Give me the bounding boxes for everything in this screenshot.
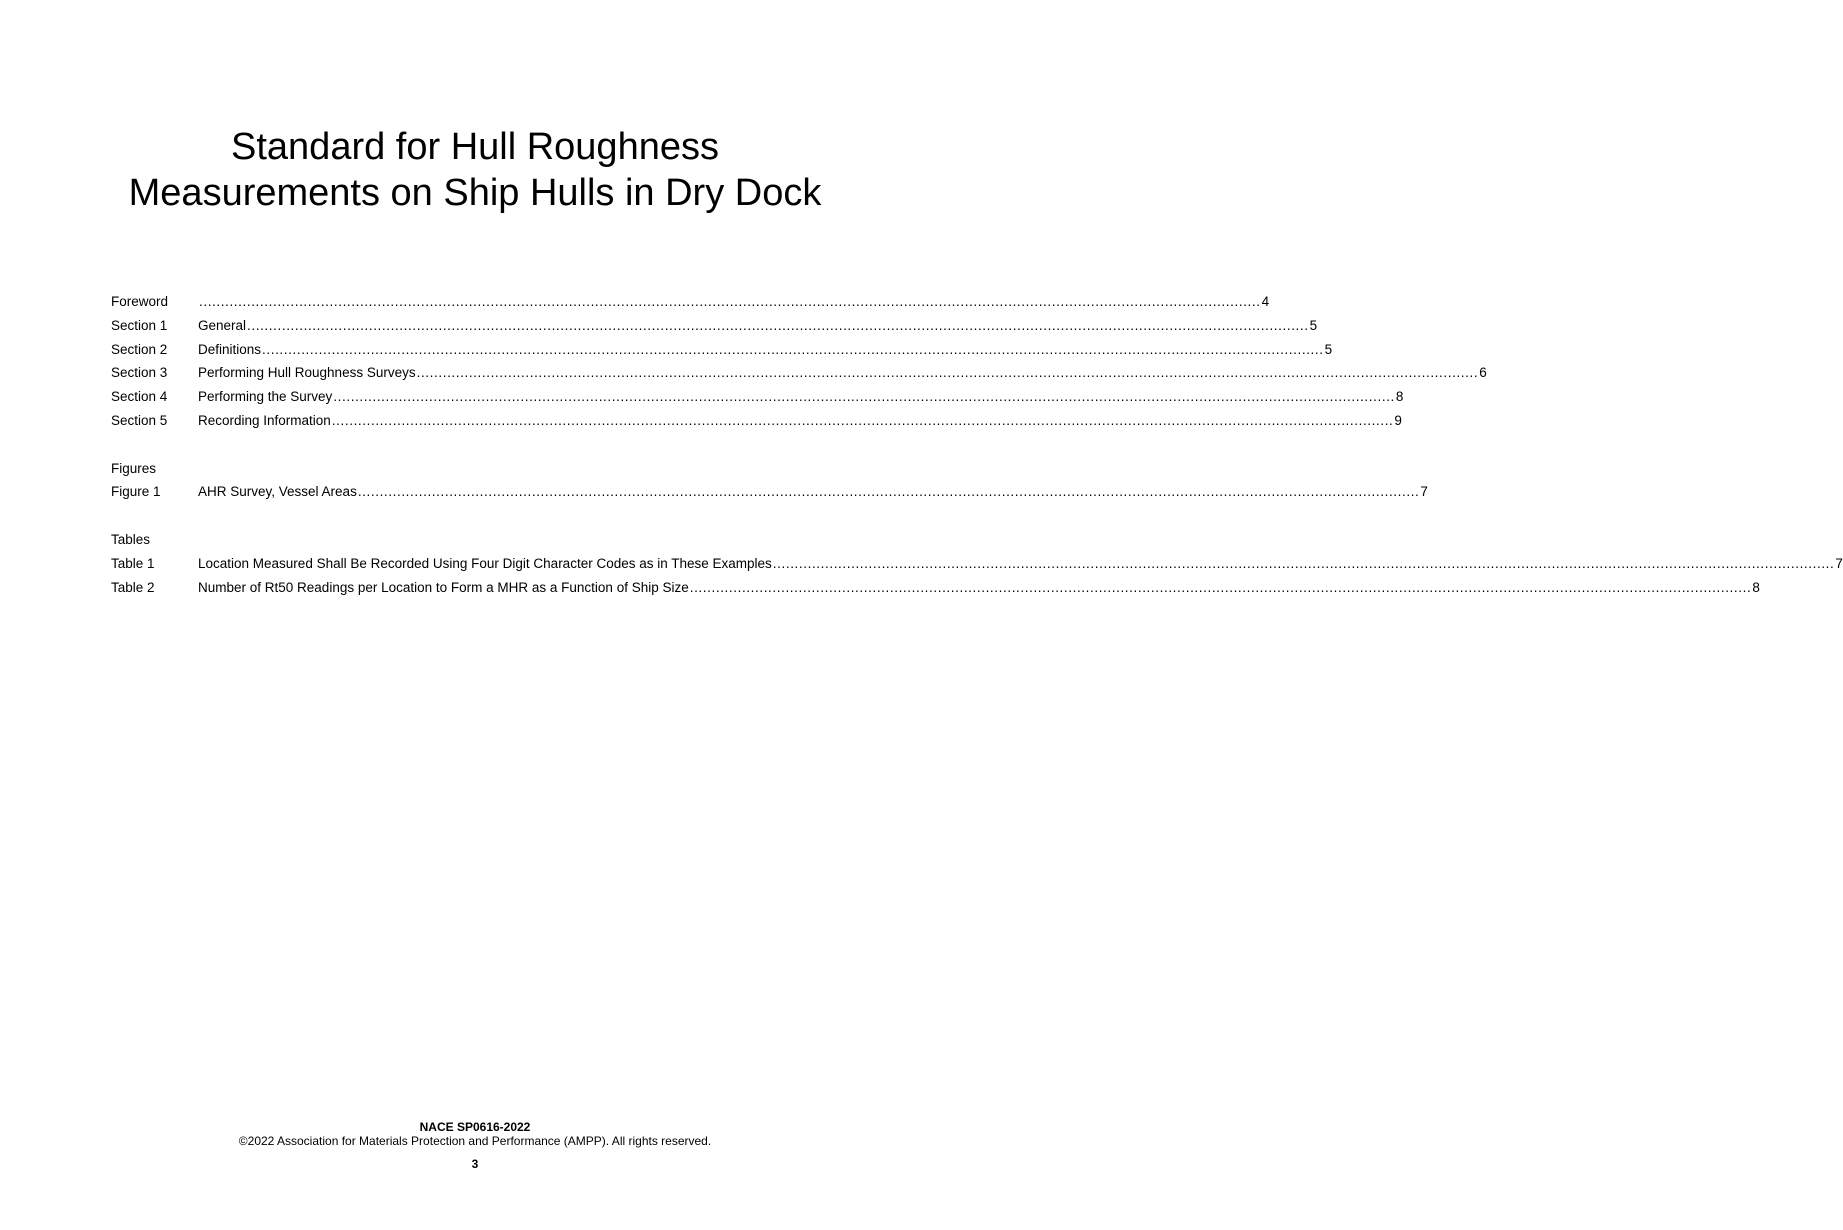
toc-page: 7 [1420,484,1428,500]
toc-label: Figure 1 [111,484,161,500]
toc-page: 8 [1752,579,1760,595]
toc-label: Section 2 [111,341,168,357]
copyright-notice: ©2022 Association for Materials Protection and Performance (AMPP). All rights reserved. [238,1134,712,1148]
document-title [0,124,950,216]
toc-text: AHR Survey, Vessel Areas [198,484,357,500]
toc-leader: .................................................................................................................................................................................................................................................... [416,365,1479,381]
toc-entry-section-5[interactable] [111,409,1402,433]
toc-leader: .................................................................................................................................................................................................................................................... [331,412,1394,428]
toc-entry-foreword[interactable] [111,290,1270,314]
toc-text: Performing Hull Roughness Surveys [198,365,416,381]
title-line-1: Standard for Hull Roughness [231,126,719,168]
tables-heading: Tables [111,531,151,547]
toc-text: Definitions [198,341,262,357]
toc-text: General [198,317,247,333]
toc-page: 4 [1261,294,1270,309]
toc-page: 6 [1479,365,1487,381]
toc-page: 7 [1835,555,1843,571]
toc-entry-section-3[interactable] [111,361,1487,385]
toc-leader: .................................................................................................................................................................................................................................................... [247,317,1309,333]
page-footer [0,1120,950,1171]
toc-page: 5 [1324,341,1333,357]
toc-page: 9 [1394,412,1402,428]
toc-label: Section 1 [111,317,168,333]
toc-entry-figure-1[interactable] [111,480,1428,504]
toc-leader: .................................................................................................................................................................................................................................................... [357,484,1420,500]
toc-label: Section 4 [111,389,168,405]
toc-leader: .................................................................................................................................................................................................................................................... [199,294,1261,309]
toc-text: Number of Rt50 Readings per Location to Form a MHR as a Function of Ship Size [198,579,689,595]
toc-entry-section-1[interactable] [111,314,1318,338]
toc-leader: .................................................................................................................................................................................................................................................... [772,555,1835,571]
toc-label: Table 1 [111,555,155,571]
standard-code: NACE SP0616-2022 [419,1120,531,1134]
toc-label: Table 2 [111,579,155,595]
toc-page: 5 [1309,317,1318,333]
toc-page: 8 [1395,389,1404,405]
toc-leader: .................................................................................................................................................................................................................................................... [689,579,1752,595]
toc-entry-section-2[interactable] [111,338,1333,362]
figures-heading: Figures [111,460,157,476]
page-number: 3 [471,1157,479,1171]
table-of-contents [111,290,1843,599]
toc-text: Recording Information [198,412,331,428]
toc-entry-table-1[interactable] [111,552,1843,576]
toc-label: Section 5 [111,412,168,428]
toc-text: Performing the Survey [198,389,333,405]
title-line-2: Measurements on Ship Hulls in Dry Dock [128,172,822,214]
toc-leader: .................................................................................................................................................................................................................................................... [333,389,1395,405]
toc-leader: .................................................................................................................................................................................................................................................... [262,341,1324,357]
toc-text: Location Measured Shall Be Recorded Using Four Digit Character Codes as in These Examples [198,555,772,571]
toc-label: Section 3 [111,365,168,381]
toc-entry-section-4[interactable] [111,385,1404,409]
toc-entry-table-2[interactable] [111,576,1760,600]
toc-label: Foreword [111,294,169,309]
